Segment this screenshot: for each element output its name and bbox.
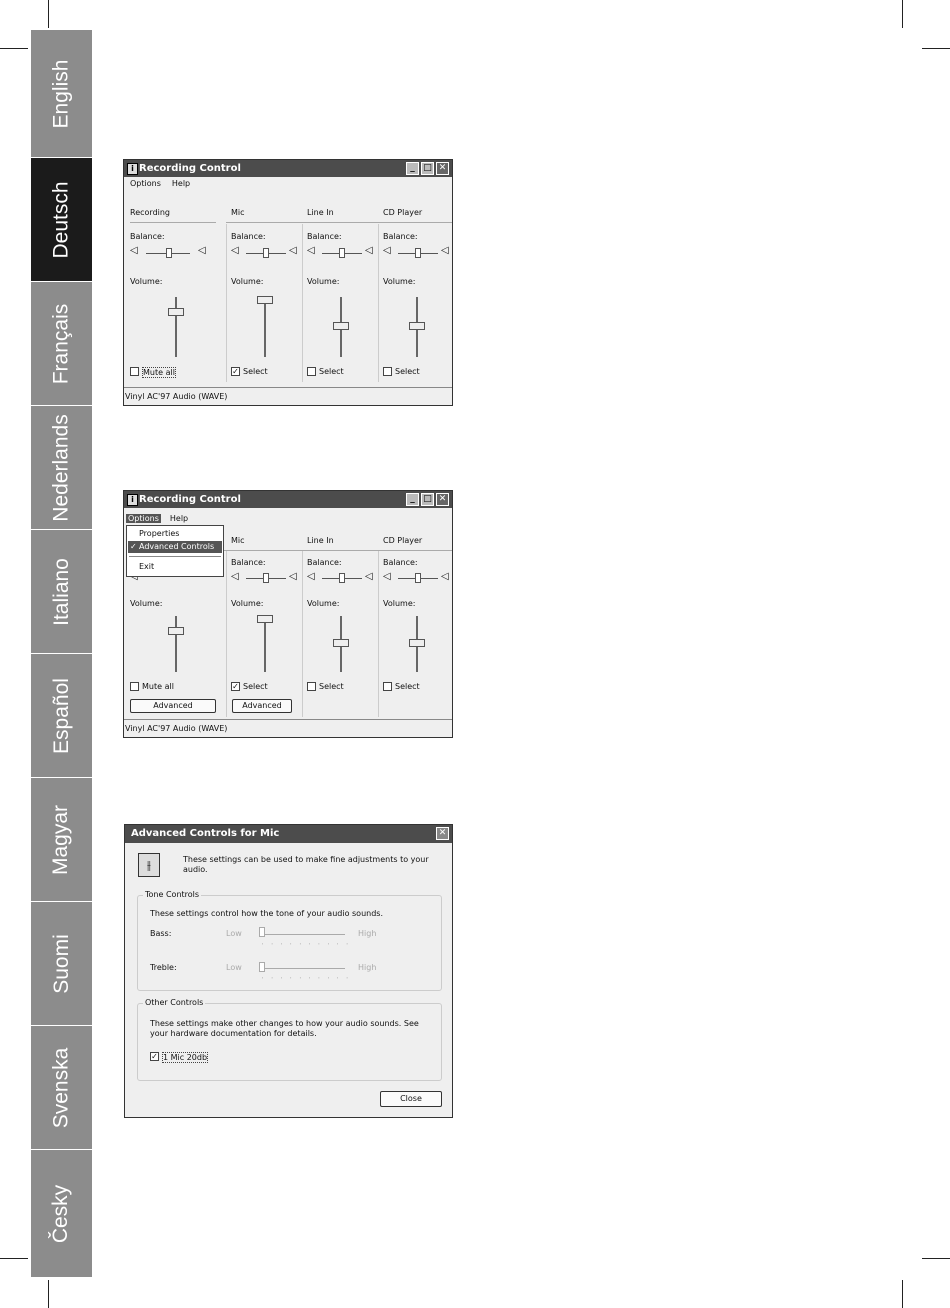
lang-label: Italiano — [49, 557, 73, 626]
menu-bar — [124, 177, 452, 190]
advanced-button[interactable]: Advanced — [130, 699, 216, 713]
select-checkbox[interactable] — [307, 682, 316, 691]
balance-slider[interactable] — [166, 248, 172, 258]
column-header: CD Player — [383, 208, 423, 217]
balance-slider[interactable] — [263, 248, 269, 258]
tone-description: These settings control how the tone of your audio sounds. — [150, 909, 384, 918]
speaker-left-icon: ◁ — [383, 245, 391, 256]
lang-tab-svenska[interactable] — [31, 1026, 92, 1150]
speaker-left-icon: ◁ — [130, 245, 138, 256]
lang-tab-nederlands[interactable] — [31, 406, 92, 530]
minimize-icon[interactable]: _ — [406, 162, 419, 175]
select-checkbox[interactable]: ✓ — [232, 367, 239, 376]
other-description: These settings make other changes to how your audio sounds. See your hardware documentation for details. — [150, 1019, 419, 1038]
mute-all-checkbox[interactable] — [130, 682, 139, 691]
lang-label: Svenska — [49, 1047, 73, 1128]
balance-label: Balance: — [231, 558, 266, 567]
checkbox-label: Select — [395, 682, 420, 691]
title-bar[interactable] — [124, 160, 452, 177]
volume-slider[interactable] — [168, 627, 184, 635]
checkbox-label: Mute all — [143, 368, 175, 377]
balance-label: Balance: — [383, 232, 418, 241]
crop-mark — [48, 0, 49, 28]
recording-control-window — [123, 159, 453, 406]
title-bar[interactable] — [124, 491, 452, 508]
status-bar: Vinyl AC'97 Audio (WAVE) — [124, 387, 452, 405]
lang-label: Français — [49, 303, 73, 384]
divider — [224, 550, 452, 551]
crop-mark — [922, 48, 950, 49]
lang-label: Nederlands — [49, 413, 73, 522]
balance-slider[interactable] — [415, 248, 421, 258]
volume-track — [264, 616, 266, 672]
lang-label: Suomi — [49, 933, 73, 994]
volume-track — [175, 616, 177, 672]
lang-tab-suomi[interactable] — [31, 902, 92, 1026]
checkbox-label: 1 Mic 20db — [163, 1053, 208, 1062]
balance-label: Balance: — [130, 232, 165, 241]
bass-track — [260, 934, 345, 935]
balance-slider[interactable] — [415, 573, 421, 583]
lang-tab-espanol[interactable] — [31, 654, 92, 778]
advanced-button[interactable]: Advanced — [232, 699, 292, 713]
crop-mark — [922, 1258, 950, 1259]
volume-label: Volume: — [307, 599, 340, 608]
window-title: Advanced Controls for Mic — [131, 828, 280, 839]
speaker-left-icon: ◁ — [307, 245, 315, 256]
options-dropdown-menu — [126, 525, 224, 577]
menu-item-properties[interactable]: Properties — [139, 529, 180, 538]
speaker-right-icon: ◁ — [365, 245, 373, 256]
volume-track — [175, 297, 177, 357]
balance-label: Balance: — [383, 558, 418, 567]
app-icon: i — [127, 494, 138, 506]
select-checkbox[interactable] — [383, 367, 392, 376]
volume-slider[interactable] — [409, 322, 425, 330]
lang-tab-deutsch[interactable] — [31, 158, 92, 282]
group-title: Other Controls — [145, 998, 204, 1007]
title-bar[interactable] — [125, 825, 452, 843]
lang-label: Español — [49, 677, 73, 754]
advanced-controls-window — [124, 824, 453, 1118]
volume-slider[interactable] — [257, 615, 273, 623]
other-controls-group — [137, 998, 442, 1081]
menu-help[interactable]: Help — [169, 514, 189, 523]
speaker-right-icon: ◁ — [441, 571, 449, 582]
balance-label: Balance: — [307, 232, 342, 241]
menu-options[interactable]: Options — [130, 179, 161, 188]
column-header: Mic — [231, 208, 245, 217]
crop-mark — [902, 0, 903, 28]
speaker-right-icon: ◁ — [198, 245, 206, 256]
select-checkbox[interactable] — [383, 682, 392, 691]
column-divider — [226, 224, 227, 382]
column-divider — [378, 224, 379, 382]
tick-marks: '''''''''' — [262, 943, 356, 949]
volume-label: Volume: — [130, 277, 163, 286]
speaker-left-icon: ◁ — [307, 571, 315, 582]
mixer-icon: ⫲ — [138, 853, 160, 877]
menu-item-advanced-controls[interactable] — [128, 541, 222, 553]
column-header: Recording — [130, 208, 171, 217]
menu-options[interactable]: Options — [128, 514, 159, 523]
minimize-icon[interactable]: _ — [406, 493, 419, 506]
volume-label: Volume: — [383, 277, 416, 286]
window-title: Recording Control — [139, 163, 241, 174]
balance-slider[interactable] — [263, 573, 269, 583]
column-divider — [302, 551, 303, 717]
language-tabs — [31, 30, 92, 1277]
column-header: Line In — [307, 536, 334, 545]
divider — [226, 222, 452, 223]
menu-item-label: Advanced Controls — [139, 542, 215, 551]
menu-item-exit[interactable]: Exit — [139, 562, 155, 571]
column-header: CD Player — [383, 536, 423, 545]
treble-high-label: High — [358, 963, 377, 972]
crop-mark — [902, 1280, 903, 1308]
volume-slider[interactable] — [333, 639, 349, 647]
lang-label: Magyar — [49, 804, 73, 875]
menu-help[interactable]: Help — [171, 179, 191, 188]
status-bar: Vinyl AC'97 Audio (WAVE) — [124, 719, 452, 737]
volume-track — [264, 297, 266, 357]
maximize-icon[interactable]: □ — [421, 162, 434, 175]
balance-slider[interactable] — [339, 248, 345, 258]
intro-text: These settings can be used to make fine adjustments to your audio. — [183, 855, 429, 874]
column-divider — [378, 551, 379, 717]
lang-label: English — [49, 59, 73, 128]
divider — [130, 222, 216, 223]
volume-label: Volume: — [130, 599, 163, 608]
mic-20db-checkbox[interactable]: ✓ — [151, 1052, 158, 1061]
crop-mark — [48, 1280, 49, 1308]
crop-mark — [0, 1258, 28, 1259]
volume-slider[interactable] — [168, 308, 184, 316]
volume-slider[interactable] — [257, 296, 273, 304]
close-icon[interactable]: ✕ — [436, 827, 449, 840]
lang-tab-magyar[interactable] — [31, 778, 92, 902]
speaker-left-icon: ◁ — [231, 571, 239, 582]
balance-label: Balance: — [231, 232, 266, 241]
bass-low-label: Low — [226, 929, 242, 938]
speaker-right-icon: ◁ — [441, 245, 449, 256]
lang-label: Deutsch — [49, 180, 73, 259]
volume-label: Volume: — [231, 277, 264, 286]
close-icon[interactable]: ✕ — [436, 162, 449, 175]
window-title: Recording Control — [139, 494, 241, 505]
volume-label: Volume: — [307, 277, 340, 286]
maximize-icon[interactable]: □ — [421, 493, 434, 506]
menu-separator — [129, 556, 221, 557]
crop-mark — [0, 48, 28, 49]
column-divider — [226, 551, 227, 717]
close-icon[interactable]: ✕ — [436, 493, 449, 506]
speaker-left-icon: ◁ — [231, 245, 239, 256]
speaker-right-icon: ◁ — [289, 571, 297, 582]
check-icon: ✓ — [130, 542, 137, 551]
volume-label: Volume: — [383, 599, 416, 608]
checkbox-label: Select — [319, 367, 344, 376]
speaker-left-icon: ◁ — [383, 571, 391, 582]
checkbox-label: Mute all — [142, 682, 174, 691]
speaker-right-icon: ◁ — [289, 245, 297, 256]
treble-low-label: Low — [226, 963, 242, 972]
volume-slider[interactable] — [333, 322, 349, 330]
mute-all-checkbox[interactable] — [130, 367, 139, 376]
bass-label: Bass: — [150, 929, 172, 938]
lang-tab-francais[interactable] — [31, 282, 92, 406]
treble-label: Treble: — [150, 963, 177, 972]
close-button[interactable]: Close — [380, 1091, 442, 1107]
app-icon: i — [127, 163, 138, 175]
select-checkbox[interactable] — [307, 367, 316, 376]
balance-label: Balance: — [307, 558, 342, 567]
checkbox-label: Select — [243, 682, 268, 691]
volume-slider[interactable] — [409, 639, 425, 647]
column-header: Line In — [307, 208, 334, 217]
volume-label: Volume: — [231, 599, 264, 608]
tick-marks: '''''''''' — [262, 977, 356, 983]
menu-bar — [124, 512, 452, 525]
treble-track — [260, 968, 345, 969]
group-title: Tone Controls — [145, 890, 200, 899]
tone-controls-group — [137, 890, 442, 991]
balance-slider[interactable] — [339, 573, 345, 583]
lang-tab-cesky[interactable] — [31, 1150, 92, 1277]
bass-high-label: High — [358, 929, 377, 938]
speaker-right-icon: ◁ — [365, 571, 373, 582]
checkbox-label: Select — [395, 367, 420, 376]
lang-tab-english[interactable] — [31, 30, 92, 158]
lang-tab-italiano[interactable] — [31, 530, 92, 654]
select-checkbox[interactable]: ✓ — [232, 682, 239, 691]
checkbox-label: Select — [243, 367, 268, 376]
checkbox-label: Select — [319, 682, 344, 691]
recording-control-window-advanced — [123, 490, 453, 738]
bass-slider[interactable] — [259, 927, 265, 937]
lang-label: Česky — [49, 1184, 73, 1243]
column-divider — [302, 224, 303, 382]
column-header: Mic — [231, 536, 245, 545]
treble-slider[interactable] — [259, 962, 265, 972]
